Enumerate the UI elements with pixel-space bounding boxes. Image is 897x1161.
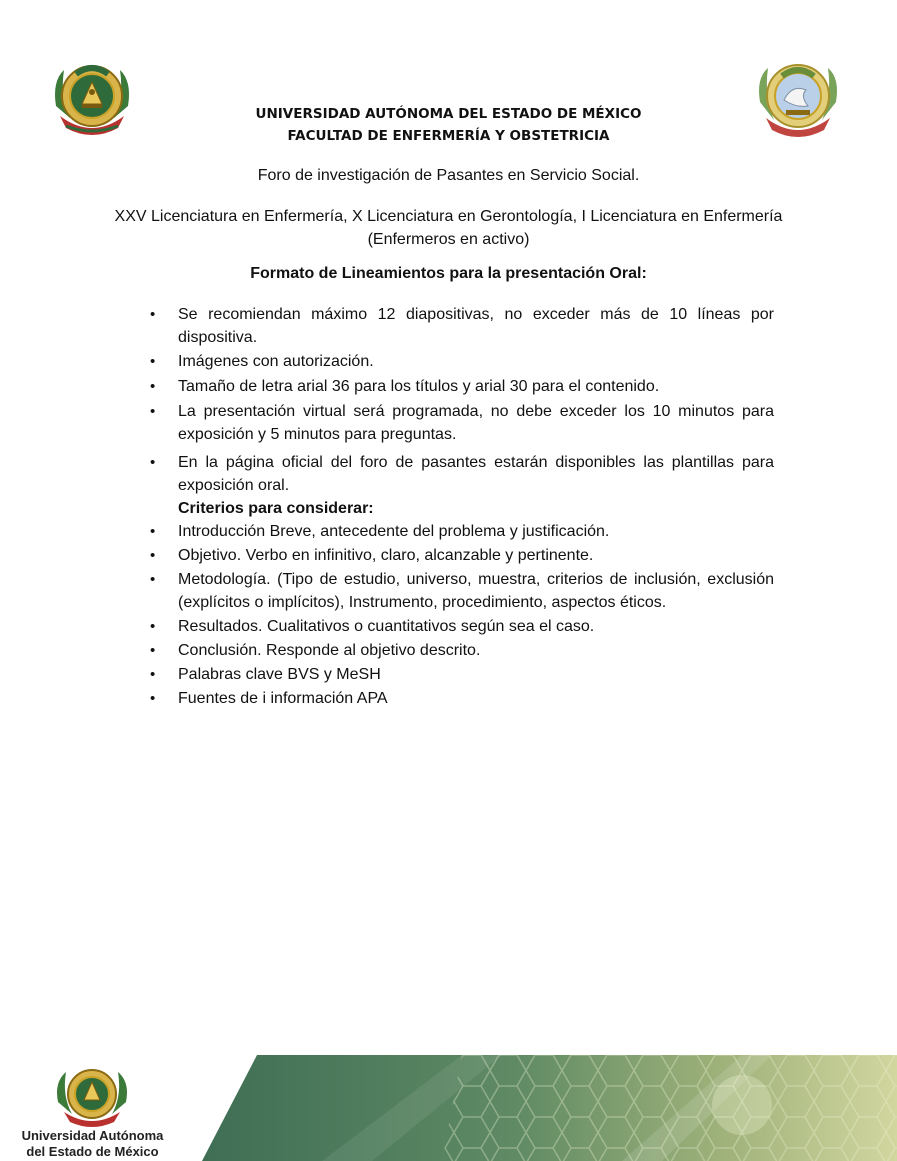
footer-university-name — [0, 1128, 185, 1160]
criteria-item: • Conclusión. Responde al objetivo descrito. — [150, 639, 774, 662]
criteria-item: • Introducción Breve, antecedente del problema y justificación. — [150, 520, 774, 543]
footer-university-logo — [46, 1062, 138, 1128]
careers-line: XXV Licenciatura en Enfermería, X Licenciatura en Gerontología, I Licenciatura en Enfermería (Enfermeros en activo) — [114, 208, 783, 248]
format-title: Formato de Lineamientos para la presentación Oral: — [250, 265, 647, 282]
footer-name-line: Universidad Autónoma — [21, 1128, 164, 1143]
criteria-item: • Metodología. (Tipo de estudio, universo, muestra, criterios de inclusión, exclusión (explícitos o implícitos), Instrumento, procedimiento, aspectos éticos. — [150, 568, 774, 614]
guideline-item: • En la página oficial del foro de pasantes estarán disponibles las plantillas para exposición oral. — [150, 451, 774, 497]
footer-name-line: del Estado de México — [26, 1144, 159, 1159]
guideline-item: • La presentación virtual será programada, no debe exceder los 10 minutos para exposición y 5 minutos para preguntas. — [150, 400, 774, 446]
guidelines-list — [150, 303, 774, 710]
criteria-item: • Fuentes de i información APA — [150, 687, 774, 710]
guideline-item: • Se recomiendan máximo 12 diapositivas, no exceder más de 10 líneas por dispositiva. — [150, 303, 774, 349]
guideline-item: • Imágenes con autorización. — [150, 350, 774, 373]
footer-banner — [202, 1055, 897, 1161]
faculty-title: FACULTAD DE ENFERMERÍA Y OBSTETRICIA — [287, 128, 610, 144]
guideline-item: • Tamaño de letra arial 36 para los títulos y arial 30 para el contenido. — [150, 375, 774, 398]
criteria-item: • Resultados. Cualitativos o cuantitativos según sea el caso. — [150, 615, 774, 638]
criteria-item: • Objetivo. Verbo en infinitivo, claro, alcanzable y pertinente. — [150, 544, 774, 567]
university-title: UNIVERSIDAD AUTÓNOMA DEL ESTADO DE MÉXICO — [255, 106, 642, 122]
criteria-heading: Criterios para considerar: — [178, 500, 374, 517]
criteria-item: • Palabras clave BVS y MeSH — [150, 663, 774, 686]
forum-subtitle: Foro de investigación de Pasantes en Servicio Social. — [257, 167, 640, 184]
